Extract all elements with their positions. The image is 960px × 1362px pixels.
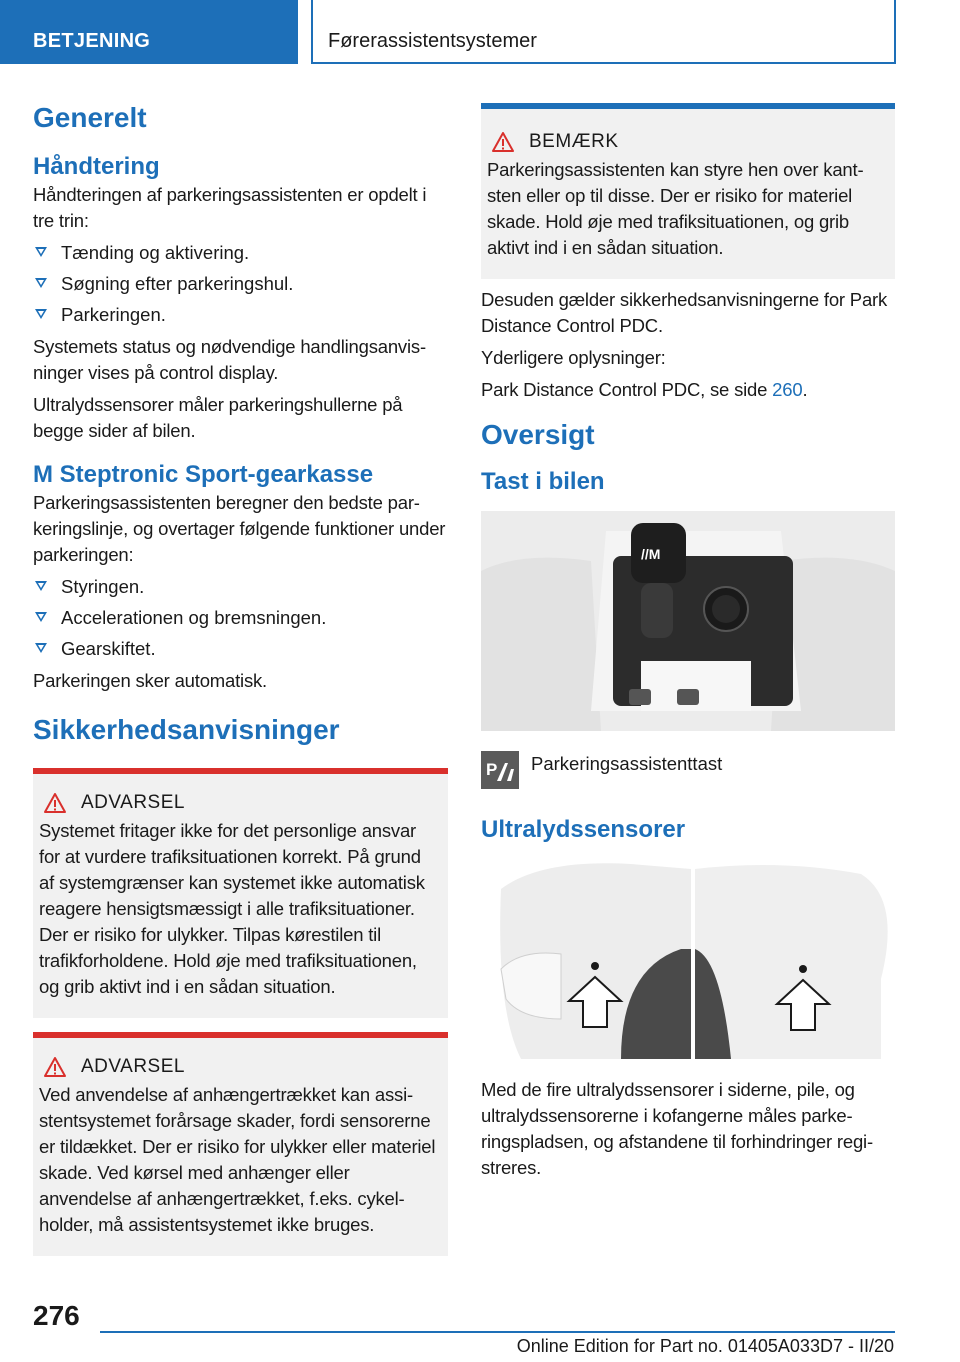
heading-tast: Tast i bilen <box>481 468 605 495</box>
left-column <box>33 100 448 1256</box>
status-paragraph: Systemets status og nødvendige handlingsanvisninger vises på control display. <box>33 336 427 383</box>
edition-label: Online Edition for Part no. 01405A033D7 - II/20 <box>516 1336 894 1356</box>
warning-triangle-icon <box>43 1056 67 1078</box>
intro-paragraph: Håndteringen af parkeringsassistenten er opdelt i tre trin: <box>33 184 427 231</box>
console-illustration <box>481 511 895 731</box>
triangle-bullet-icon <box>35 643 47 653</box>
sensor-illustration <box>481 859 895 1059</box>
page-link[interactable]: 260 <box>772 379 803 400</box>
triangle-bullet-icon <box>35 581 47 591</box>
heading-sikkerhed: Sikkerhedsanvisninger <box>33 714 340 745</box>
warning-triangle-icon <box>491 131 515 153</box>
list-item: Parkeringen. <box>33 302 448 328</box>
list-item: Accelerationen og bremsningen. <box>33 605 448 631</box>
chapter-tab <box>0 0 298 64</box>
warning-text: Systemet fritager ikke for det personlige ansvar for at vurdere trafiksituationen korrekt. På grund af systemgrænser kan systemet ikke automatisk reagere hensigtsmæssigt i alle trafiksituationer. Der er risiko for ulykker. Tilpas kørestilen til trafikforholdene. Hold øje med trafiksituationen, og grib aktivt ind i en sådan situation. <box>39 820 425 997</box>
legend-label: Parkeringsassistenttast <box>531 753 723 774</box>
desuden-paragraph: Desuden gælder sikkerhedsanvisningerne for Park Distance Control PDC. <box>481 289 888 336</box>
legend-row <box>481 751 895 789</box>
steptronic-paragraph: Parkeringsassistenten beregner den bedste parkeringslinje, og overtager følgende funktioner under parkeringen: <box>33 492 446 565</box>
section-title: Førerassistentsystemer <box>328 30 537 52</box>
steps-list <box>33 240 448 328</box>
functions-list <box>33 574 448 662</box>
note-title: BEMÆRK <box>529 131 619 152</box>
section-header <box>311 0 896 64</box>
triangle-bullet-icon <box>35 247 47 257</box>
heading-generelt: Generelt <box>33 102 147 133</box>
yderligere-paragraph: Yderligere oplysninger: <box>481 347 666 368</box>
note-box <box>481 103 895 279</box>
warning-text: Ved anvendelse af anhængertrækket kan assistentsystemet forårsage skader, fordi sensorerne er tildækket. Der er risiko for ulykker eller materiel skade. Ved kørsel med anhænger eller anvendelse af anhængertrækket, f.eks. cykelholder, må assistentsystemet ikke bruges. <box>39 1084 436 1235</box>
svg-text:P: P <box>486 760 498 779</box>
footer-divider <box>100 1331 895 1333</box>
ultrasonic-paragraph: Ultralydssensorer måler parkeringshullerne på begge sider af bilen. <box>33 394 403 441</box>
note-text: Parkeringsassistenten kan styre hen over kantsten eller op til disse. Der er risiko for materiel skade. Hold øje med trafiksituationen, og grib aktivt ind i en sådan situation. <box>487 159 864 258</box>
triangle-bullet-icon <box>35 612 47 622</box>
triangle-bullet-icon <box>35 278 47 288</box>
park-assist-key-icon <box>481 751 519 789</box>
sensor-photo <box>481 859 895 1059</box>
heading-ultralyd: Ultralydssensorer <box>481 816 686 843</box>
list-item: Styringen. <box>33 574 448 600</box>
svg-text://M: //M <box>641 546 661 562</box>
console-photo <box>481 511 895 731</box>
page-number: 276 <box>33 1300 80 1331</box>
warning-title: ADVARSEL <box>81 792 185 813</box>
auto-paragraph: Parkeringen sker automatisk. <box>33 670 267 691</box>
chapter-title: BETJENING <box>33 30 151 52</box>
pdc-reference: Park Distance Control PDC, se side 260. <box>481 379 808 400</box>
warning-box-2 <box>33 1032 448 1256</box>
heading-handtering: Håndtering <box>33 153 160 180</box>
list-item: Gearskiftet. <box>33 636 448 662</box>
heading-steptronic: M Steptronic Sport-gearkasse <box>33 461 374 488</box>
list-item: Tænding og aktivering. <box>33 240 448 266</box>
right-column <box>481 103 895 1187</box>
heading-oversigt: Oversigt <box>481 419 595 450</box>
warning-box-1 <box>33 768 448 1018</box>
list-item: Søgning efter parkeringshul. <box>33 271 448 297</box>
warning-triangle-icon <box>43 792 67 814</box>
sensors-paragraph: Med de fire ultralydssensorer i siderne, pile, og ultralydssensorerne i kofangerne måles parkeringspladsen, og afstandene til forhindringer registreres. <box>481 1079 874 1178</box>
warning-title: ADVARSEL <box>81 1056 185 1077</box>
triangle-bullet-icon <box>35 309 47 319</box>
